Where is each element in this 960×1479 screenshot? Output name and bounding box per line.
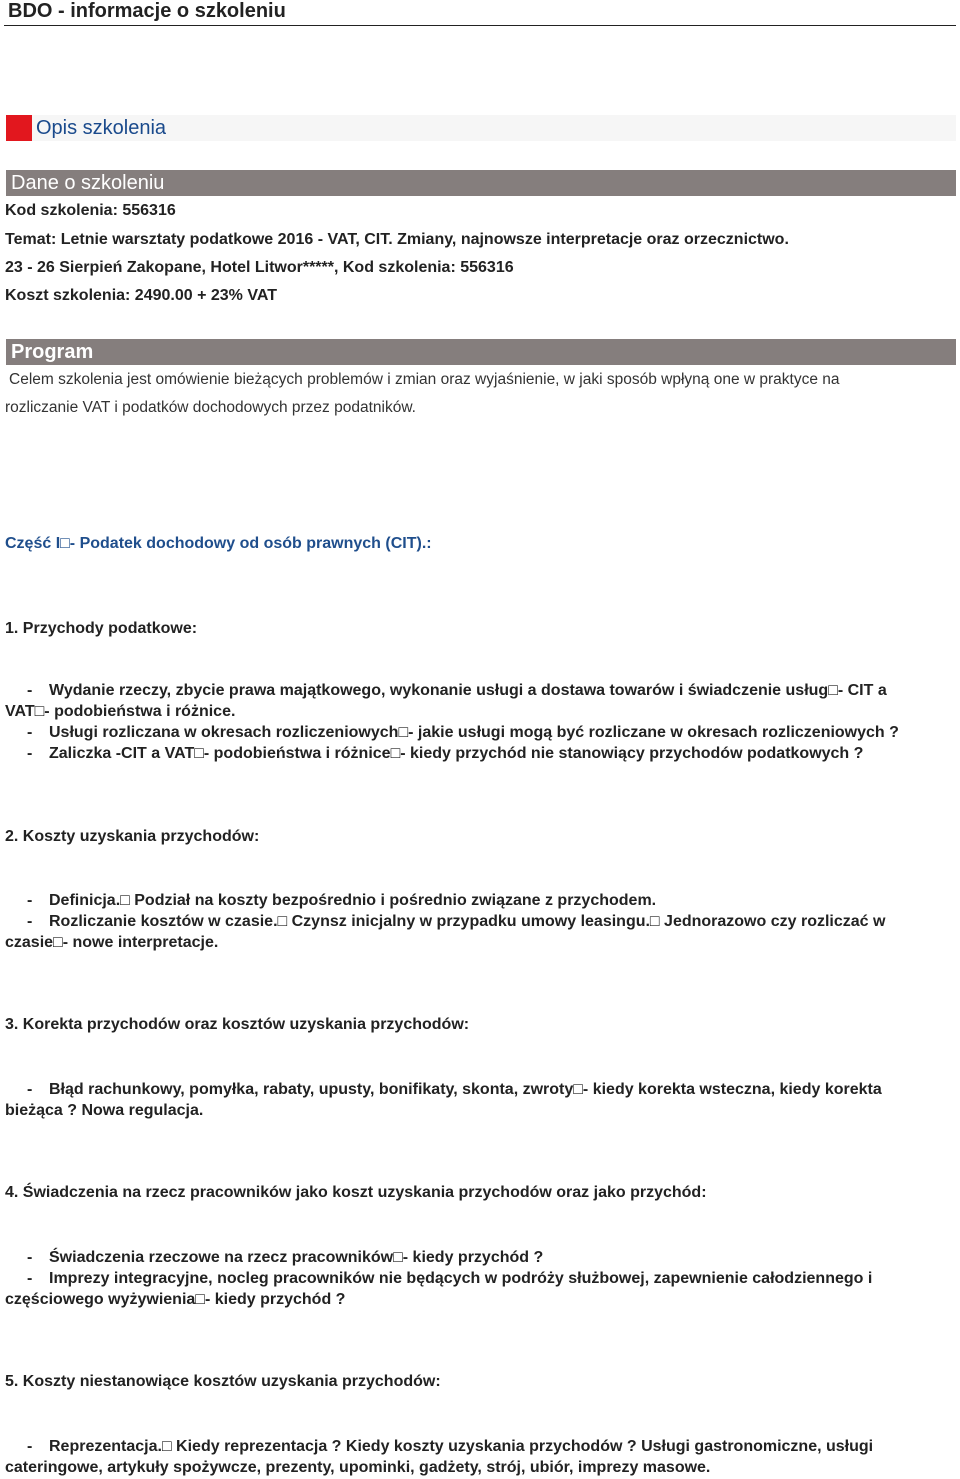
list-item-continuation: częściowego wyżywienia□- kiedy przychód ?: [5, 1291, 346, 1308]
intro-paragraph: [5, 366, 935, 422]
dane-header: Dane o szkoleniu: [6, 170, 956, 196]
list-item: - Definicja.□ Podział na koszty bezpośrednio i pośrednio związane z przychodem.: [27, 892, 657, 909]
section-items: [5, 890, 940, 953]
list-item: - Usługi rozliczana w okresach rozliczeniowych□- jakie usługi mogą być rozliczane w okresach rozliczeniowych ?: [27, 724, 899, 741]
program-header: Program: [6, 339, 956, 365]
kod-szkolenia: Kod szkolenia: 556316: [5, 202, 176, 219]
list-item-continuation: cateringowe, artykuły spożywcze, prezenty, upominki, gadżety, strój, ubiór, imprezy masowe.: [5, 1459, 711, 1476]
list-item: - Zaliczka -CIT a VAT□- podobieństwa i różnice□- kiedy przychód nie stanowiący przychodów podatkowych ?: [27, 745, 864, 762]
page-title: BDO - informacje o szkoleniu: [8, 0, 286, 22]
red-square-icon: [6, 115, 32, 141]
opis-header-label: Opis szkolenia: [36, 117, 167, 139]
opis-header: [6, 115, 956, 141]
intro-line: rozliczanie VAT i podatków dochodowych przez podatników.: [5, 399, 416, 416]
intro-line: Celem szkolenia jest omówienie bieżących problemów i zmian oraz wyjaśnienie, w jaki sposób wpłyną one w praktyce na: [9, 371, 840, 388]
list-item: - Wydanie rzeczy, zbycie prawa majątkowego, wykonanie usługi a dostawa towarów i świadczenie usług□- CIT a: [27, 682, 887, 699]
temat: Temat: Letnie warsztaty podatkowe 2016 - VAT, CIT. Zmiany, najnowsze interpretacje oraz orzecznictwo.: [5, 231, 789, 248]
section-title: 3. Korekta przychodów oraz kosztów uzyskania przychodów:: [5, 1016, 470, 1033]
termin: 23 - 26 Sierpień Zakopane, Hotel Litwor*****, Kod szkolenia: 556316: [5, 259, 514, 276]
list-item: - Rozliczanie kosztów w czasie.□ Czynsz inicjalny w przypadku umowy leasingu.□ Jednorazowo czy rozliczać w: [27, 913, 886, 930]
title-divider: [4, 25, 956, 26]
list-item-continuation: czasie□- nowe interpretacje.: [5, 934, 219, 951]
koszt: Koszt szkolenia: 2490.00 + 23% VAT: [5, 287, 277, 304]
section-title: 2. Koszty uzyskania przychodów:: [5, 828, 260, 845]
section-title: 4. Świadczenia na rzecz pracowników jako koszt uzyskania przychodów oraz jako przychód:: [5, 1184, 707, 1201]
part-heading: Część I□- Podatek dochodowy od osób prawnych (CIT).:: [5, 535, 432, 552]
list-item-continuation: VAT□- podobieństwa i różnice.: [5, 703, 236, 720]
list-item: - Imprezy integracyjne, nocleg pracowników nie będących w podróży służbowej, zapewnienie całodziennego i: [27, 1270, 873, 1287]
section-items: [5, 1247, 940, 1310]
section-items: [5, 1079, 940, 1121]
list-item: - Reprezentacja.□ Kiedy reprezentacja ? Kiedy koszty uzyskania przychodów ? Usługi gastronomiczne, usługi: [27, 1438, 874, 1455]
section-title: 1. Przychody podatkowe:: [5, 620, 198, 637]
section-items: [5, 1436, 940, 1478]
section-title: 5. Koszty niestanowiące kosztów uzyskania przychodów:: [5, 1373, 441, 1390]
section-items: [5, 680, 940, 764]
list-item: - Świadczenia rzeczowe na rzecz pracowników□- kiedy przychód ?: [27, 1249, 544, 1266]
list-item: - Błąd rachunkowy, pomyłka, rabaty, upusty, bonifikaty, skonta, zwroty□- kiedy korekta wsteczna, kiedy korekta: [27, 1081, 882, 1098]
list-item-continuation: bieżąca ? Nowa regulacja.: [5, 1102, 204, 1119]
